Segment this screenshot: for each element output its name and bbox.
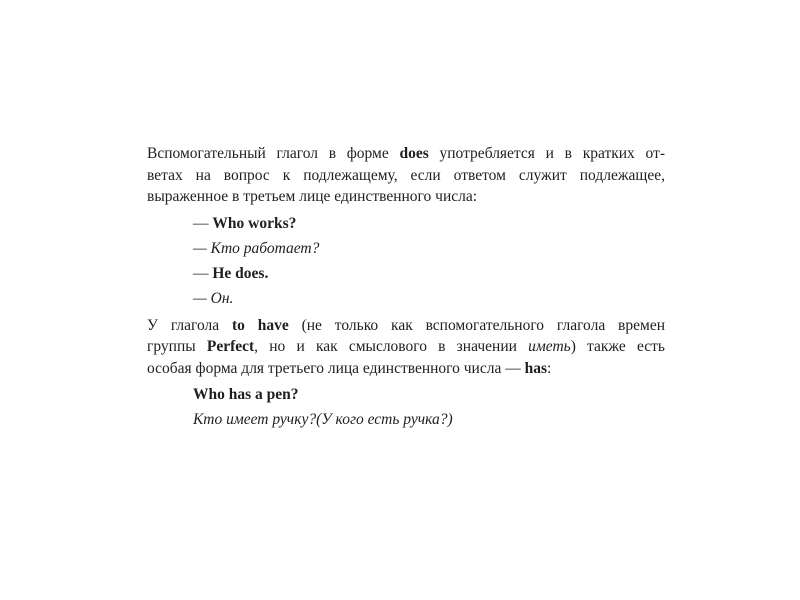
paragraph-line: выраженное в третьем лице единственного числа: (147, 188, 478, 205)
example-line-who-works (147, 211, 665, 236)
bold-term-does: does (399, 145, 429, 162)
paragraph-line (147, 358, 665, 380)
paragraph-line (147, 315, 665, 337)
example-translation: Он. (210, 289, 234, 307)
em-dash: — (193, 264, 213, 282)
text-run: группы (147, 338, 207, 355)
example-translation: Кто работает? (210, 239, 320, 257)
example-english: Who has a pen? (193, 386, 299, 403)
text-run: употребляется и в кратких от- (428, 145, 666, 162)
bold-term-to-have: to have (231, 316, 289, 334)
example-line-kto-rabotaet (147, 236, 665, 261)
text-run: особая форма для третьего лица единственного числа — (147, 359, 525, 377)
paragraph-line (147, 336, 665, 358)
paragraph-line (147, 143, 665, 165)
em-dash: — (193, 289, 211, 307)
example-english: He does. (212, 264, 269, 282)
italic-term-imet: иметь (528, 338, 571, 355)
example-translation: Кто имеет ручку?(У кого есть ручка?) (193, 411, 453, 428)
em-dash: — (193, 214, 213, 232)
example-line-kto-imeet-ruchku (147, 407, 665, 432)
text-run: : (547, 359, 552, 377)
em-dash: — (193, 239, 211, 257)
text-run: Вспомогательный глагол в форме (147, 145, 400, 162)
bold-term-has: has (524, 359, 548, 377)
paragraph-does (147, 143, 665, 208)
paragraph-to-have (147, 315, 665, 380)
text-run: ) также есть (570, 338, 665, 355)
example-line-who-has-a-pen (147, 382, 665, 407)
bold-term-perfect: Perfect (206, 338, 255, 355)
text-run: (не только как вспомогательного глагола времен (288, 316, 665, 334)
text-run: , но и как смыслового в значении (254, 338, 529, 355)
example-english: Who works? (212, 214, 297, 232)
example-line-on (147, 286, 665, 311)
document-page (147, 143, 665, 432)
text-run: У глагола (147, 316, 232, 334)
paragraph-line: ветах на вопрос к подлежащему, если ответом служит подлежащее, (147, 166, 665, 184)
example-line-he-does (147, 261, 665, 286)
